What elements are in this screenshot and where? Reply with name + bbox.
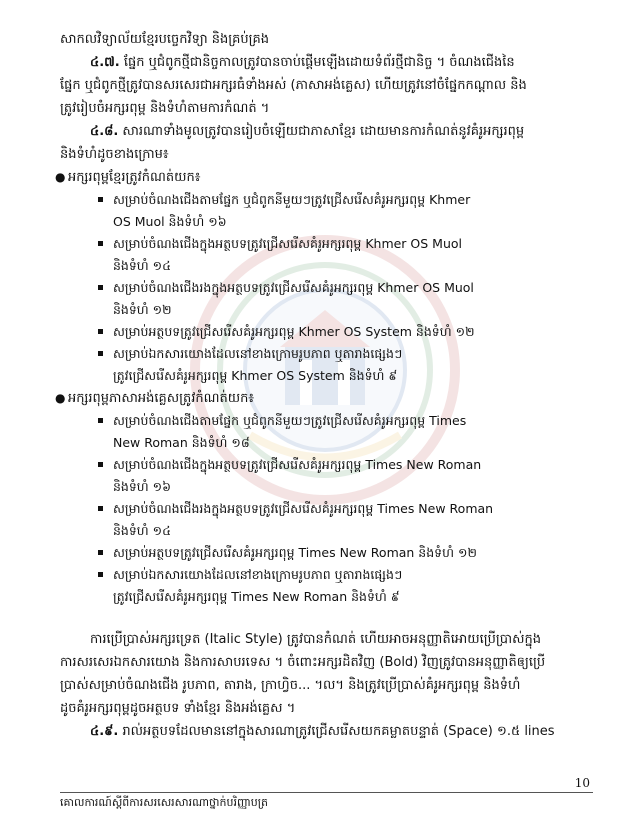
list-item: សម្រាប់ឯកសារយោងដែលនៅខាងក្រោមរូបភាព ឬតារាងផ្សេងៗ ត្រូវជ្រើសរើសគំរូអក្សរពុម្ព Times New Roman និងទំហំ ៩	[0, 564, 638, 608]
paragraph-line: និងទំហំដូចខាងក្រោម៖	[60, 147, 169, 162]
footer-text: គោលការណ៍ស្តីពីការសរសេរសារណាថ្នាក់បរិញ្ញាបត្រ	[60, 796, 268, 809]
paragraph-line: ការប្រើប្រាស់អក្សរទ្រេត (Italic Style) ត្រូវបានកំណត់ ហើយអាចអនុញ្ញាតិអោយប្រើប្រាស់ក្នុង	[90, 632, 542, 647]
paragraph-4-9	[60, 720, 585, 743]
paragraph-line: ដូចគំរូអក្សរពុម្ពដូចអត្ថបទ ទាំងខ្មែរ និងអង់គ្លេស ។	[60, 701, 296, 716]
square-bullet-icon	[98, 351, 103, 356]
closing-paragraphs	[60, 628, 585, 743]
square-bullet-icon	[98, 550, 103, 555]
list-item: សម្រាប់ចំណងជើងតាមផ្នែក ឬជំពូកនីមួយៗត្រូវជ្រើសរើសគំរូអក្សរពុម្ព Khmer OS Muol និងទំហំ ១៦	[0, 189, 638, 233]
paragraph-line: ការសរសេរឯកសារយោង និងការសាបរទេស ។ ចំពោះអក្សរដិតវិញ (Bold) វិញត្រូវបានអនុញ្ញាតិឲ្យប្រើ	[60, 655, 546, 670]
section-number: ៤.៩.	[90, 724, 119, 739]
list-item: សម្រាប់ចំណងជើងក្នុងអត្ថបទត្រូវជ្រើសរើសគំរូអក្សរពុម្ព Times New Roman និងទំហំ ១៦	[0, 454, 638, 498]
header-line: សាកលវិទ្យាល័យខ្មែរបច្ចេកវិទ្យា និងគ្រប់គ្រង	[60, 32, 270, 47]
page-number: 10	[574, 776, 590, 790]
paragraph-4-8	[60, 120, 580, 143]
bullet-icon: ●	[55, 391, 66, 405]
section-number: ៤.៨.	[90, 124, 119, 139]
paragraph-4-7	[60, 51, 580, 74]
english-font-heading: ● អក្សរពុម្ពភាសាអង់គ្លេសត្រូវកំណត់យក៖	[0, 387, 638, 410]
font-lists	[0, 166, 638, 608]
square-bullet-icon	[98, 329, 103, 334]
square-bullet-icon	[98, 572, 103, 577]
square-bullet-icon	[98, 418, 103, 423]
document-body	[60, 28, 580, 166]
paragraph-line: ផ្នែក ឬជំពូកថ្មីត្រូវបានសរសេរជាអក្សរធំទាំងអស់ (ភាសាអង់គ្លេស) ហើយត្រូវនៅចំផ្នែកកណ្តាល និង	[60, 78, 527, 93]
khmer-font-heading: ● អក្សរពុម្ពខ្មែរត្រូវកំណត់យក៖	[0, 166, 638, 189]
paragraph-line: ប្រាស់សម្រាប់ចំណងជើង រូបភាព, តារាង, ក្រាហ្វិច... ។ល។ និងត្រូវប្រើប្រាស់គំរូអក្សរពុម្ព និងទំហំ	[60, 678, 521, 693]
list-item: សម្រាប់ចំណងជើងរងក្នុងអត្ថបទត្រូវជ្រើសរើសគំរូអក្សរពុម្ព Khmer OS Muol និងទំហំ ១២	[0, 277, 638, 321]
section-number: ៤.៧.	[90, 55, 120, 70]
square-bullet-icon	[98, 241, 103, 246]
list-item: សម្រាប់ចំណងជើងតាមផ្នែក ឬជំពូកនីមួយៗត្រូវជ្រើសរើសគំរូអក្សរពុម្ព Times New Roman និងទំហំ ១៨	[0, 410, 638, 454]
square-bullet-icon	[98, 285, 103, 290]
square-bullet-icon	[98, 506, 103, 511]
paragraph-text: ផ្នែក ឬជំពូកថ្មីជានិច្ចកាលត្រូវបានចាប់ផ្តើមឡើងដោយទំព័រថ្មីជានិច្ច ។ ចំណងជើងនៃ	[119, 55, 515, 70]
list-item: សម្រាប់អត្ថបទត្រូវជ្រើសរើសគំរូអក្សរពុម្ព Times New Roman និងទំហំ ១២	[0, 542, 638, 564]
list-item: សម្រាប់ចំណងជើងក្នុងអត្ថបទត្រូវជ្រើសរើសគំរូអក្សរពុម្ព Khmer OS Muol និងទំហំ ១៤	[0, 233, 638, 277]
footer-divider	[60, 792, 593, 793]
paragraph-text: សារណាទាំងមូលត្រូវបានរៀបចំឡើយជាភាសាខ្មែរ ដោយមានការកំណត់នូវគំរូអក្សរពុម្ព	[118, 124, 525, 139]
square-bullet-icon	[98, 462, 103, 467]
paragraph-text: រាល់អត្ថបទដែលមាននៅក្នុងសារណាត្រូវជ្រើសរើសយកគម្លាតបន្ទាត់ (Space) ១.៥ lines	[118, 724, 555, 739]
paragraph-line: ត្រូវរៀបចំអក្សរពុម្ព និងទំហំតាមការកំណត់ ។	[60, 101, 270, 116]
square-bullet-icon	[98, 197, 103, 202]
list-item: សម្រាប់ចំណងជើងរងក្នុងអត្ថបទត្រូវជ្រើសរើសគំរូអក្សរពុម្ព Times New Roman និងទំហំ ១៤	[0, 498, 638, 542]
bullet-icon: ●	[55, 170, 66, 184]
list-item: សម្រាប់ឯកសារយោងដែលនៅខាងក្រោមរូបភាព ឬតារាងផ្សេងៗ ត្រូវជ្រើសរើសគំរូអក្សរពុម្ព Khmer OS System និងទំហំ ៩	[0, 343, 638, 387]
list-item: សម្រាប់អត្ថបទត្រូវជ្រើសរើសគំរូអក្សរពុម្ព Khmer OS System និងទំហំ ១២	[0, 321, 638, 343]
